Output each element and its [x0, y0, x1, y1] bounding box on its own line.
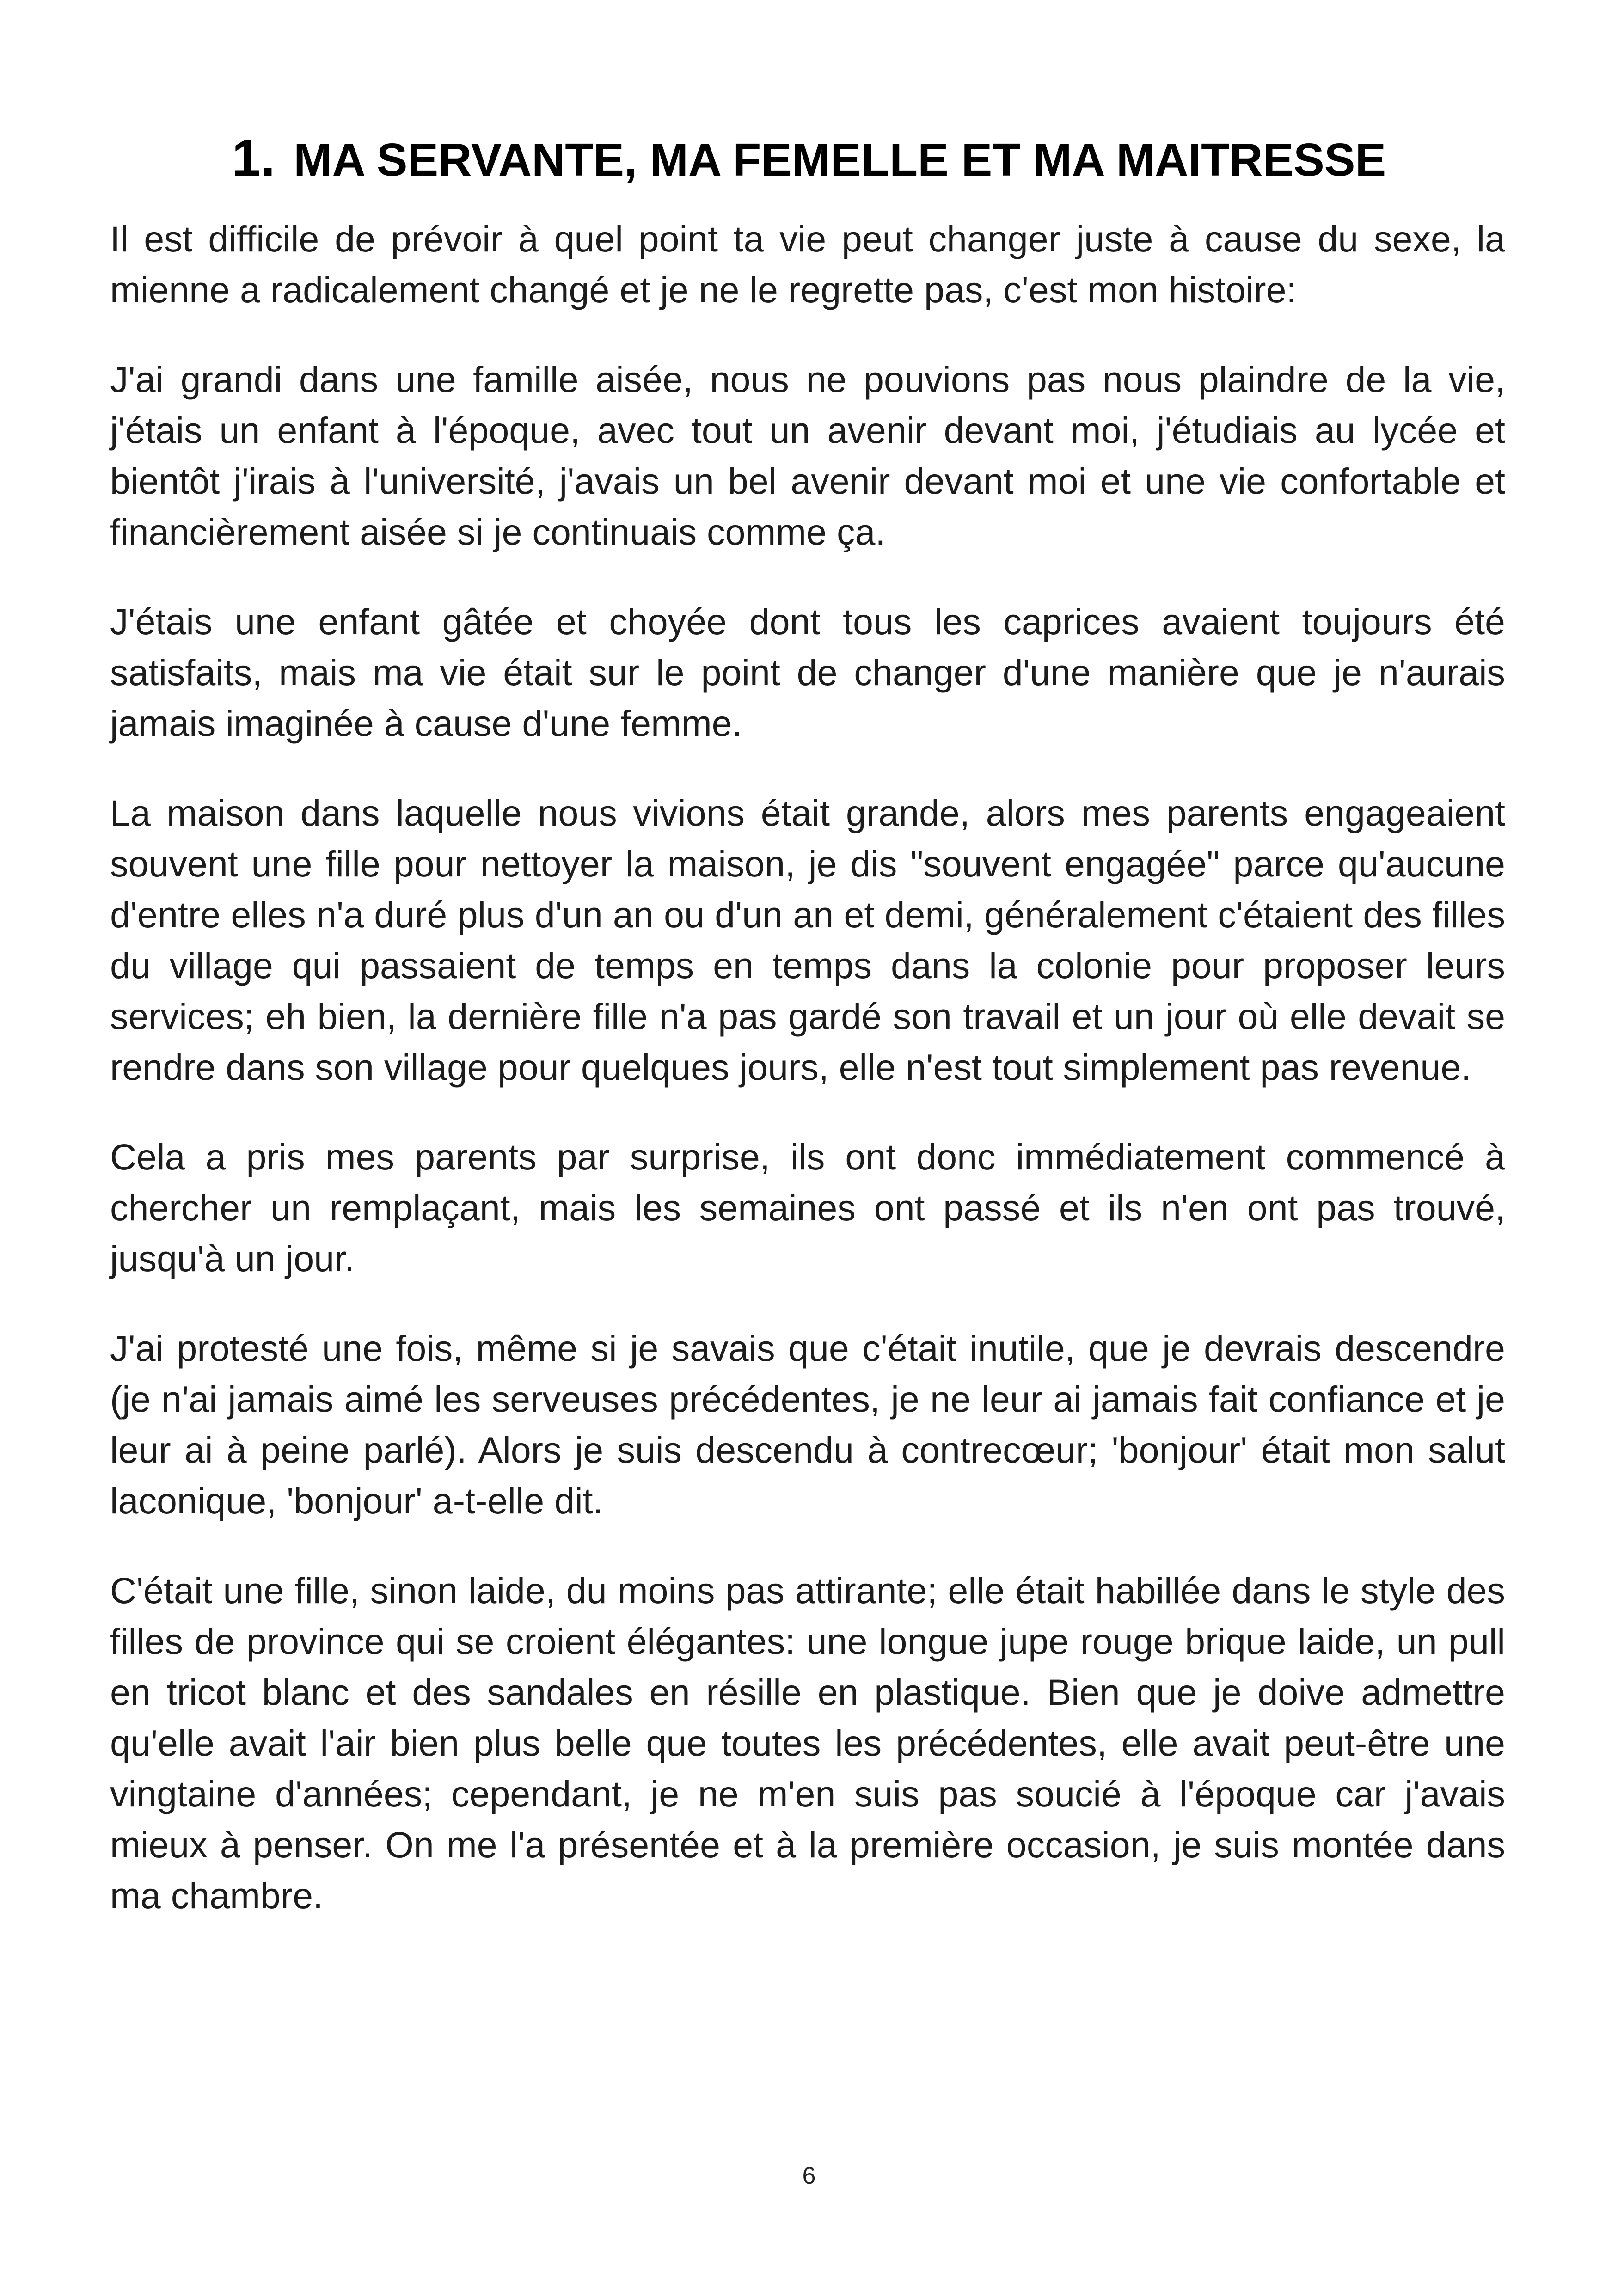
paragraph-6: J'ai protesté une fois, même si je savais que c'était inutile, que je devrais descendre (je n'ai jamais aimé les serveuses précédentes, je ne leur ai jamais fait confiance et je leur ai à peine parlé). Alors je suis descendu à contrecœur; 'bonjour' était mon salut laconique, 'bonjour' a-t-elle dit. [110, 1328, 1505, 1521]
paragraph-2: J'ai grandi dans une famille aisée, nous ne pouvions pas nous plaindre de la vie, j'étais un enfant à l'époque, avec tout un avenir devant moi, j'étudiais au lycée et bientôt j'irais à l'université, j'avais un bel avenir devant moi et une vie confortable et financièrement aisée si je continuais comme ça. [110, 359, 1505, 552]
body-text [110, 214, 1505, 1960]
paragraph-7: C'était une fille, sinon laide, du moins pas attirante; elle était habillée dans le style des filles de province qui se croient élégantes: une longue jupe rouge brique laide, un pull en tricot blanc et des sandales en résille en plastique. Bien que je doive admettre qu'elle avait l'air bien plus belle que toutes les précédentes, elle avait peut-être une vingtaine d'années; cependant, je ne m'en suis pas soucié à l'époque car j'avais mieux à penser. On me l'a présentée et à la première occasion, je suis montée dans ma chambre. [110, 1570, 1505, 1916]
chapter-title-text: MA SERVANTE, MA FEMELLE ET MA MAITRESSE [294, 134, 1386, 186]
paragraph-3: J'étais une enfant gâtée et choyée dont tous les caprices avaient toujours été satisfaits, mais ma vie était sur le point de changer d'une manière que je n'aurais jamais imaginée à cause d'une femme. [110, 601, 1505, 744]
paragraph-5: Cela a pris mes parents par surprise, ils ont donc immédiatement commencé à chercher un remplaçant, mais les semaines ont passé et ils n'en ont pas trouvé, jusqu'à un jour. [110, 1136, 1505, 1279]
paragraph-1: Il est difficile de prévoir à quel point ta vie peut changer juste à cause du sexe, la mienne a radicalement changé et je ne le regrette pas, c'est mon histoire: [110, 218, 1505, 310]
paragraph-4: La maison dans laquelle nous vivions était grande, alors mes parents engageaient souvent une fille pour nettoyer la maison, je dis "souvent engagée" parce qu'aucune d'entre elles n'a duré plus d'un an ou d'un an et demi, généralement c'étaient des filles du village qui passaient de temps en temps dans la colonie pour proposer leurs services; eh bien, la dernière fille n'a pas gardé son travail et un jour où elle devait se rendre dans son village pour quelques jours, elle n'est tout simplement pas revenue. [110, 792, 1505, 1088]
chapter-title [111, 121, 1507, 197]
page-number: 6 [802, 2162, 816, 2189]
chapter-number: 1. [232, 129, 276, 187]
